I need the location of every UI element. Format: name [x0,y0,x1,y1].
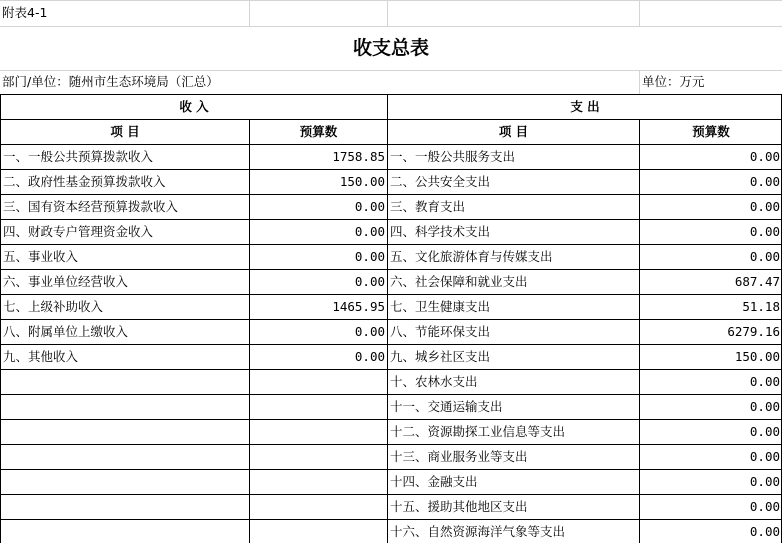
income-value [250,420,387,444]
income-item: 七、上级补助收入 [3,298,104,314]
income-item: 九、其他收入 [3,348,79,364]
gridline [249,0,250,26]
income-value: 1465.95 [332,298,385,314]
table-title: 收支总表 [352,37,429,59]
gridline [387,0,388,26]
expense-value: 0.00 [749,398,780,414]
expense-value: 0.00 [749,473,780,489]
expense-value: 0.00 [749,448,780,464]
attachment-label: 附表4-1 [2,5,48,21]
expense-value: 0.00 [749,248,780,264]
expense-item: 七、卫生健康支出 [390,298,491,314]
unit-label: 单位：万元 [642,74,705,90]
table-border [639,119,640,543]
income-item: 三、国有资本经营预算拨款收入 [3,198,179,214]
table-border [0,294,782,295]
expense-item: 三、教育支出 [390,198,466,214]
income-item [1,445,249,469]
expense-value: 0.00 [749,373,780,389]
expense-item: 二、公共安全支出 [390,173,491,189]
expense-section-header: 支 出 [570,98,600,114]
table-border [0,144,782,145]
expense-value: 0.00 [749,198,780,214]
expense-item: 十四、金融支出 [390,473,478,489]
expense-item: 六、社会保障和就业支出 [390,273,528,289]
income-value [250,495,387,519]
table-border [0,369,782,370]
table-border [0,319,782,320]
expense-item: 十一、交通运输支出 [390,398,503,414]
income-item [1,470,249,494]
table-border [0,394,782,395]
income-value [250,445,387,469]
table-border [0,344,782,345]
income-value: 0.00 [354,248,385,264]
income-item [1,420,249,444]
expense-item-header: 项 目 [498,123,529,139]
income-value: 0.00 [354,323,385,339]
expense-value: 0.00 [749,498,780,514]
expense-value: 0.00 [749,523,780,539]
table-border [0,269,782,270]
income-item [1,495,249,519]
table-border [0,119,782,120]
gridline [639,0,640,26]
expense-item: 一、一般公共服务支出 [390,148,516,164]
income-value [250,520,387,544]
income-value [250,370,387,394]
expense-value: 150.00 [734,348,780,364]
income-item [1,370,249,394]
income-item [1,520,249,544]
expense-value: 51.18 [742,298,780,314]
expense-item: 九、城乡社区支出 [390,348,491,364]
income-item: 六、事业单位经营收入 [3,273,129,289]
table-border [0,419,782,420]
expense-value: 0.00 [749,148,780,164]
income-value: 0.00 [354,223,385,239]
expense-value: 6279.16 [727,323,780,339]
department-label: 部门/单位：随州市生态环境局（汇总） [2,74,219,90]
income-value: 1758.85 [332,148,385,164]
expense-item: 四、科学技术支出 [390,223,491,239]
expense-item: 十三、商业服务业等支出 [390,448,528,464]
income-item-header: 项 目 [110,123,140,139]
table-border [0,469,782,470]
expense-value: 0.00 [749,423,780,439]
income-value [250,470,387,494]
table-border [0,194,782,195]
table-border [0,519,782,520]
income-value: 150.00 [339,173,385,189]
table-border [0,219,782,220]
income-item: 五、事业收入 [3,248,79,264]
expense-item: 五、文化旅游体育与传媒支出 [390,248,553,264]
income-item: 二、政府性基金预算拨款收入 [3,173,166,189]
income-section-header: 收 入 [179,98,209,114]
expense-item: 十二、资源勘探工业信息等支出 [390,423,566,439]
income-budget-header: 预算数 [299,123,338,139]
table-border [249,119,250,543]
table-border [0,444,782,445]
income-value: 0.00 [354,198,385,214]
income-item [1,395,249,419]
income-value: 0.00 [354,348,385,364]
income-item: 四、财政专户管理资金收入 [3,223,154,239]
expense-value: 0.00 [749,223,780,239]
expense-item: 八、节能环保支出 [390,323,491,339]
expense-item: 十五、援助其他地区支出 [390,498,528,514]
income-item: 一、一般公共预算拨款收入 [3,148,154,164]
expense-value: 687.47 [734,273,780,289]
table-border [0,94,782,95]
income-item: 八、附属单位上缴收入 [3,323,129,339]
expense-item: 十、农林水支出 [390,373,478,389]
expense-value: 0.00 [749,173,780,189]
income-value: 0.00 [354,273,385,289]
table-border [0,494,782,495]
table-border [0,244,782,245]
income-value [250,395,387,419]
table-border [0,169,782,170]
expense-item: 十六、自然资源海洋气象等支出 [390,523,566,539]
expense-budget-header: 预算数 [692,123,730,139]
